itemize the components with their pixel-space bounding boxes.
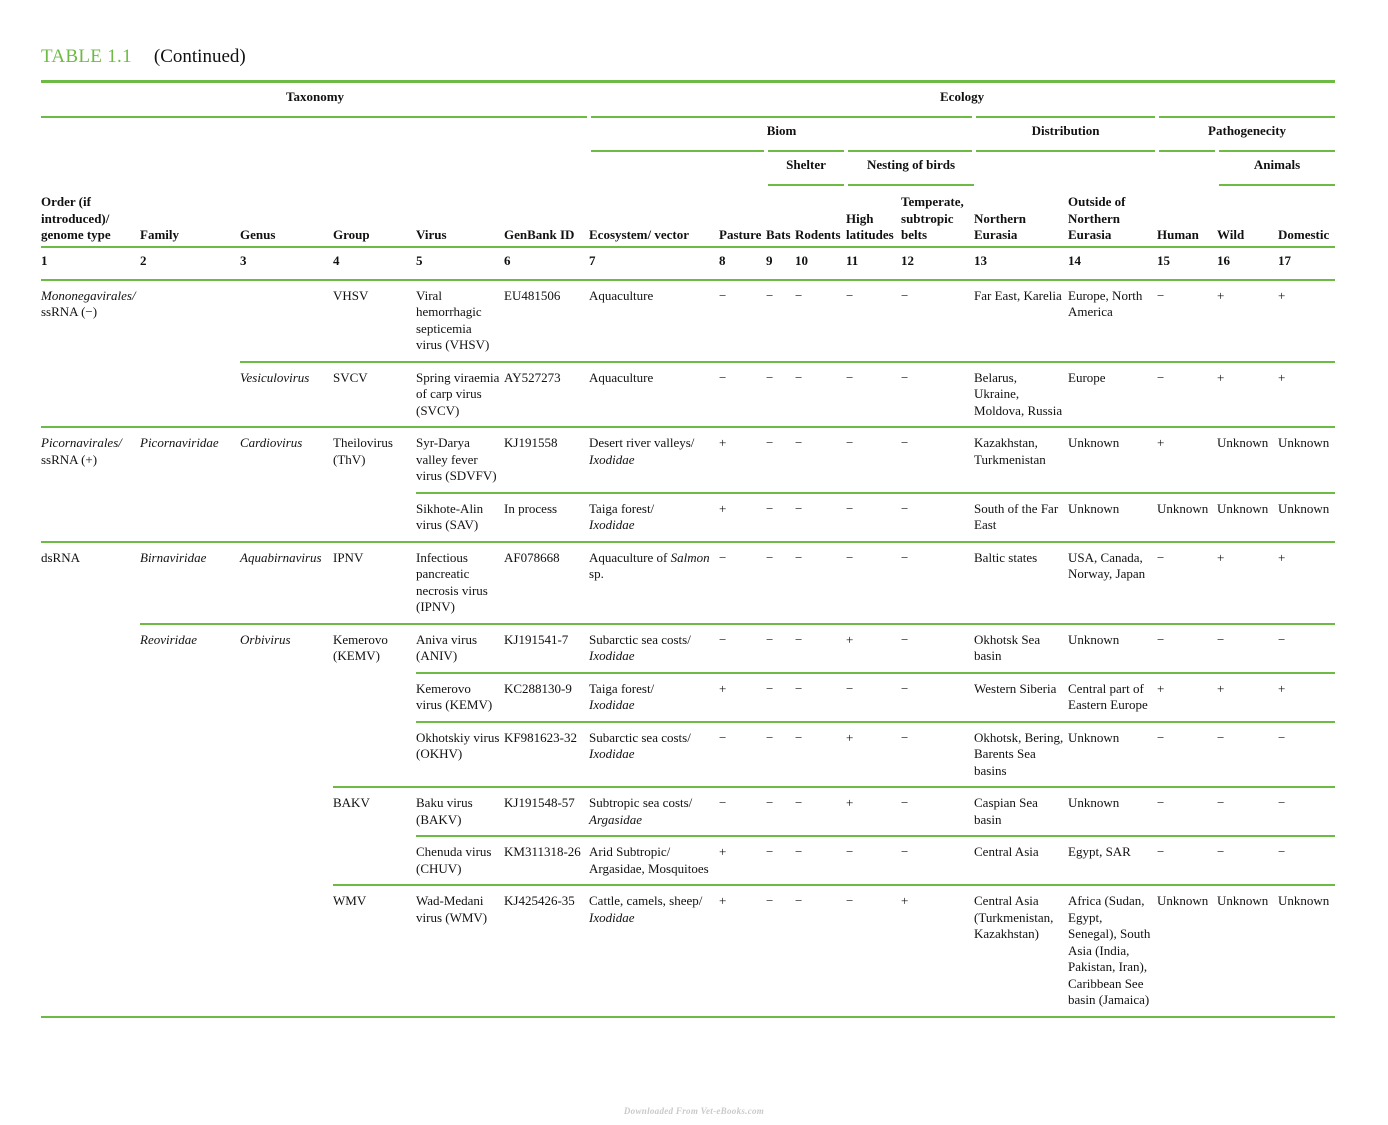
cell-northern-eurasia: Caspian Sea basin [974,787,1068,836]
cell-domestic: + [1278,673,1335,722]
cell-genbank: In process [504,493,589,542]
cell-ecosystem [589,493,719,542]
cell-high-latitudes: − [846,427,901,493]
cell-genbank: KJ425426-35 [504,885,589,1017]
cell-northern-eurasia: Western Siberia [974,673,1068,722]
cell-virus: Spring viraemia of carp virus (SVCV) [416,362,504,428]
order-name: Picornavirales/ [41,435,122,450]
cell-group: Theilovirus (ThV) [333,427,416,493]
cell-human: − [1157,787,1217,836]
cell-northern-eurasia: Far East, Karelia [974,287,1062,303]
cell-order: dsRNA [41,542,140,624]
col-header-pasture: Pasture [719,185,766,247]
cell-family [140,673,240,722]
download-watermark: Downloaded From Vet-eBooks.com [623,1106,765,1116]
cell-genbank: EU481506 [504,287,561,303]
cell-ecosystem [589,787,719,836]
cell-outside: Central part of Eastern Europe [1068,673,1157,722]
cell-high-latitudes: − [846,542,901,624]
table-row [41,362,1335,428]
cell-group: WMV [333,885,416,1017]
col-number: 7 [589,247,719,280]
cell-domestic: + [1278,542,1335,624]
col-header-high-latitudes: High latitudes [846,185,901,247]
cell-rodents: − [795,836,846,885]
col-number: 10 [795,247,846,280]
cell-outside: Europe [1068,362,1157,428]
cell-human: − [1157,836,1217,885]
cell-wild: Unknown [1217,427,1278,493]
cell-human: + [1157,427,1217,493]
cell-virus: Aniva virus (ANIV) [416,624,504,673]
cell-high-latitudes: − [846,362,901,428]
col-header-genus: Genus [240,185,333,247]
cell-wild: − [1217,722,1278,788]
col-number: 5 [416,247,504,280]
cell-domestic: Unknown [1278,885,1335,1017]
cell-northern-eurasia: Central Asia [974,836,1068,885]
cell-genbank: KM311318-26 [504,836,589,885]
table-title [41,46,246,68]
col-header-rodents: Rodents [795,185,846,247]
cell-ecosystem [589,885,719,1017]
ecosystem-suffix: sp. [589,566,604,581]
cell-temperate: − [901,493,974,542]
ecosystem-text: Subarctic sea costs/ [589,729,691,745]
cell-bats: − [766,427,795,493]
cell-high-latitudes: − [846,287,854,303]
cell-wild: + [1217,362,1278,428]
table-row [41,885,1335,1017]
col-number: 1 [41,247,140,280]
cell-family [140,787,240,836]
cell-rodents: − [795,542,846,624]
cell-order [41,624,140,673]
table-row [41,542,1335,624]
cell-northern-eurasia: Belarus, Ukraine, Moldova, Russia [974,362,1068,428]
col-header-temperate: Temperate, subtropic belts [901,185,974,247]
cell-virus: Sikhote-Alin virus (SAV) [416,493,504,542]
cell-family [140,493,240,542]
cell-group [333,722,416,788]
cell-outside: Europe, North America [1068,287,1143,319]
vector-name: Argasidae [589,811,642,827]
col-header-genbank: GenBank ID [504,185,589,247]
cell-bats: − [766,722,795,788]
cell-rodents: − [795,624,846,673]
col-number: 12 [901,247,974,280]
cell-outside: Africa (Sudan, Egypt, Senegal), South Asia (India, Pakistan, Iran), Caribbean See basin (Jamaica) [1068,885,1157,1017]
col-number: 17 [1278,247,1335,280]
cell-northern-eurasia: Okhotsk, Bering, Barents Sea basins [974,722,1068,788]
col-header-order: Order (if introduced)/ genome type [41,185,140,247]
cell-group [333,493,416,542]
cell-temperate: − [901,287,909,303]
cell-rodents: − [795,885,846,1017]
cell-genus [240,673,333,722]
cell-temperate: − [901,362,974,428]
col-number: 2 [140,247,240,280]
header-shelter: Shelter [766,151,846,185]
cell-genus: Cardiovirus [240,427,333,493]
cell-domestic: Unknown [1278,493,1335,542]
cell-wild: + [1217,287,1225,303]
cell-group [333,836,416,885]
cell-bats: − [766,493,795,542]
ecosystem-text: Subtropic sea costs/ [589,795,693,810]
cell-family: Reoviridae [140,624,240,673]
cell-outside: USA, Canada, Norway, Japan [1068,542,1157,624]
cell-domestic: Unknown [1278,427,1335,493]
col-number: 4 [333,247,416,280]
cell-virus: Okhotskiy virus (OKHV) [416,722,504,788]
cell-pasture: − [719,787,766,836]
cell-order [41,493,140,542]
cell-temperate: + [901,885,974,1017]
header-animals: Animals [1217,151,1335,185]
cell-pasture: − [719,624,766,673]
cell-high-latitudes: − [846,673,901,722]
cell-temperate: − [901,542,974,624]
cell-ecosystem [589,836,719,885]
virus-table [41,80,1335,1018]
cell-genbank: KJ191541-7 [504,624,589,673]
cell-virus: Chenuda virus (CHUV) [416,836,504,885]
col-header-northern-eurasia: Northern Eurasia [974,185,1068,247]
cell-rodents: − [795,287,803,303]
table-continued-label: (Continued) [153,46,246,67]
cell-pasture: − [719,722,766,788]
cell-genus: Vesiculovirus [240,362,333,428]
table-row [41,836,1335,885]
cell-order [41,836,140,885]
table-row [41,673,1335,722]
cell-temperate: − [901,427,974,493]
cell-wild: Unknown [1217,493,1278,542]
cell-pasture: + [719,427,766,493]
vector-name: Ixodidae [589,648,635,663]
cell-genus: Aquabirnavirus [240,542,333,624]
cell-human: Unknown [1157,885,1217,1017]
header-nesting: Nesting of birds [846,151,974,185]
cell-rodents: − [795,787,846,836]
cell-temperate: − [901,722,974,788]
vector-name: Ixodidae [589,451,635,467]
cell-outside: Unknown [1068,624,1157,673]
table-row [41,787,1335,836]
header-ecology: Ecology [589,82,1335,118]
col-number: 6 [504,247,589,280]
cell-outside: Egypt, SAR [1068,836,1157,885]
cell-genbank: AY527273 [504,362,589,428]
cell-ecosystem [589,427,719,493]
cell-order [41,722,140,788]
cell-domestic: − [1278,836,1335,885]
cell-group: VHSV [333,287,369,303]
cell-group: SVCV [333,362,416,428]
ecosystem-text: Taiga forest/ [589,500,655,516]
col-number: 9 [766,247,795,280]
col-header-virus: Virus [416,185,504,247]
cell-human: − [1157,362,1217,428]
cell-family: Birnaviridae [140,542,240,624]
cell-genus: Orbivirus [240,624,333,673]
cell-group: BAKV [333,787,416,836]
table-row [41,624,1335,673]
header-biom: Biom [589,117,974,151]
ecosystem-text: Aquaculture of [589,549,668,565]
cell-human: − [1157,542,1217,624]
cell-human: − [1157,624,1217,673]
header-distribution: Distribution [974,117,1157,151]
cell-high-latitudes: + [846,624,901,673]
cell-virus: Viral hemorrhagic septicemia virus (VHSV) [416,287,490,352]
cell-bats: − [766,624,795,673]
cell-order: Mononegavirales/ ssRNA (−) [41,287,136,319]
cell-family [140,280,240,362]
cell-wild: − [1217,836,1278,885]
cell-wild: Unknown [1217,885,1278,1017]
cell-genbank: KJ191548-57 [504,787,589,836]
cell-genus [240,836,333,885]
col-number: 8 [719,247,766,280]
cell-rodents: − [795,722,846,788]
cell-order [41,885,140,1017]
cell-domestic: + [1278,287,1286,303]
cell-ecosystem [589,673,719,722]
cell-high-latitudes: + [846,787,901,836]
cell-genus [240,787,333,836]
col-number: 16 [1217,247,1278,280]
cell-temperate: − [901,624,974,673]
cell-genus [240,885,333,1017]
col-number: 3 [240,247,333,280]
cell-outside: Unknown [1068,787,1157,836]
cell-virus: Kemerovo virus (KEMV) [416,673,504,722]
cell-rodents: − [795,427,846,493]
cell-high-latitudes: + [846,722,901,788]
vector-name: Ixodidae [589,746,635,761]
cell-rodents: − [795,362,846,428]
cell-domestic: − [1278,722,1335,788]
cell-ecosystem [589,362,719,428]
col-header-family: Family [140,185,240,247]
cell-northern-eurasia: South of the Far East [974,493,1068,542]
cell-outside: Unknown [1068,722,1157,788]
cell-domestic: + [1278,362,1335,428]
cell-wild: − [1217,787,1278,836]
cell-northern-eurasia: Baltic states [974,542,1068,624]
cell-genbank: KJ191558 [504,427,589,493]
cell-family [140,362,240,428]
cell-northern-eurasia: Central Asia (Turkmenistan, Kazakhstan) [974,885,1068,1017]
cell-pasture: + [719,673,766,722]
cell-family [140,722,240,788]
cell-order [41,362,140,428]
cell-family [140,836,240,885]
ecosystem-text: Desert river valleys/ [589,435,695,450]
cell-high-latitudes: − [846,885,901,1017]
cell-high-latitudes: − [846,493,901,542]
vector-name: Ixodidae [589,697,635,712]
cell-outside: Unknown [1068,493,1157,542]
order-name: Mononegavirales/ [41,287,136,303]
cell-temperate: − [901,787,974,836]
cell-family [140,885,240,1017]
cell-pasture: − [719,542,766,624]
col-header-outside: Outside of Northern Eurasia [1068,185,1157,247]
cell-pasture: + [719,493,766,542]
header-pathogenecity: Pathogenecity [1157,117,1335,151]
cell-ecosystem [589,624,719,673]
col-number: 14 [1068,247,1157,280]
table-row [41,427,1335,493]
cell-order [41,787,140,836]
cell-bats: − [766,836,795,885]
ecosystem-text: Arid Subtropic/ Argasidae, Mosquitoes [589,844,709,876]
cell-group: IPNV [333,542,416,624]
cell-bats: − [766,287,774,303]
ecosystem-text: Aquaculture [589,287,654,303]
cell-group: Kemerovo (KEMV) [333,624,416,673]
col-number: 11 [846,247,901,280]
cell-order: Picornavirales/ ssRNA (+) [41,427,140,493]
col-header-group: Group [333,185,416,247]
col-header-bats: Bats [766,185,795,247]
col-header-human: Human [1157,185,1217,247]
col-number: 13 [974,247,1068,280]
cell-virus: Infectious pancreatic necrosis virus (IPNV) [416,542,504,624]
cell-pasture: − [719,362,766,428]
cell-order [41,673,140,722]
cell-genbank: KF981623-32 [504,722,589,788]
cell-ecosystem [589,280,719,362]
cell-genbank: KC288130-9 [504,673,589,722]
cell-virus: Wad-Medani virus (WMV) [416,885,504,1017]
cell-human: − [1157,722,1217,788]
table-row [41,280,1335,362]
table-row [41,722,1335,788]
col-number: 15 [1157,247,1217,280]
col-header-ecosystem: Ecosystem/ vector [589,185,719,247]
table-number: TABLE 1.1 [41,46,132,67]
cell-pasture: + [719,836,766,885]
ecosystem-text: Taiga forest/ [589,680,655,696]
cell-family: Picornaviridae [140,427,240,493]
cell-group [333,673,416,722]
cell-pasture: + [719,885,766,1017]
cell-virus: Baku virus (BAKV) [416,787,504,836]
table-row [41,493,1335,542]
cell-northern-eurasia: Kazakhstan, Turkmenistan [974,427,1068,493]
cell-bats: − [766,885,795,1017]
cell-genbank: AF078668 [504,542,589,624]
cell-wild: + [1217,673,1278,722]
cell-ecosystem [589,542,719,624]
cell-human: + [1157,673,1217,722]
cell-rodents: − [795,493,846,542]
cell-rodents: − [795,673,846,722]
cell-wild: + [1217,542,1278,624]
cell-ecosystem [589,722,719,788]
vector-name: Ixodidae [589,517,635,532]
ecosystem-text: Subarctic sea costs/ [589,631,691,647]
cell-bats: − [766,673,795,722]
cell-human: − [1157,287,1165,303]
cell-domestic: − [1278,787,1335,836]
cell-virus: Syr-Darya valley fever virus (SDVFV) [416,427,504,493]
cell-temperate: − [901,673,974,722]
cell-human: Unknown [1157,493,1217,542]
ecosystem-text: Aquaculture [589,369,654,385]
cell-northern-eurasia: Okhotsk Sea basin [974,624,1068,673]
col-header-domestic: Domestic [1278,185,1335,247]
cell-bats: − [766,787,795,836]
cell-bats: − [766,542,795,624]
vector-name: Ixodidae [589,909,635,925]
cell-bats: − [766,362,795,428]
vector-name: Salmon [670,549,710,565]
cell-genus [240,722,333,788]
cell-wild: − [1217,624,1278,673]
cell-genus [240,493,333,542]
ecosystem-text: Cattle, camels, sheep/ [589,893,703,908]
cell-high-latitudes: − [846,836,901,885]
cell-temperate: − [901,836,974,885]
header-taxonomy: Taxonomy [41,82,589,118]
col-header-wild: Wild [1217,185,1278,247]
cell-domestic: − [1278,624,1335,673]
cell-outside: Unknown [1068,427,1157,493]
cell-genus [240,280,333,362]
cell-pasture: − [719,287,727,303]
